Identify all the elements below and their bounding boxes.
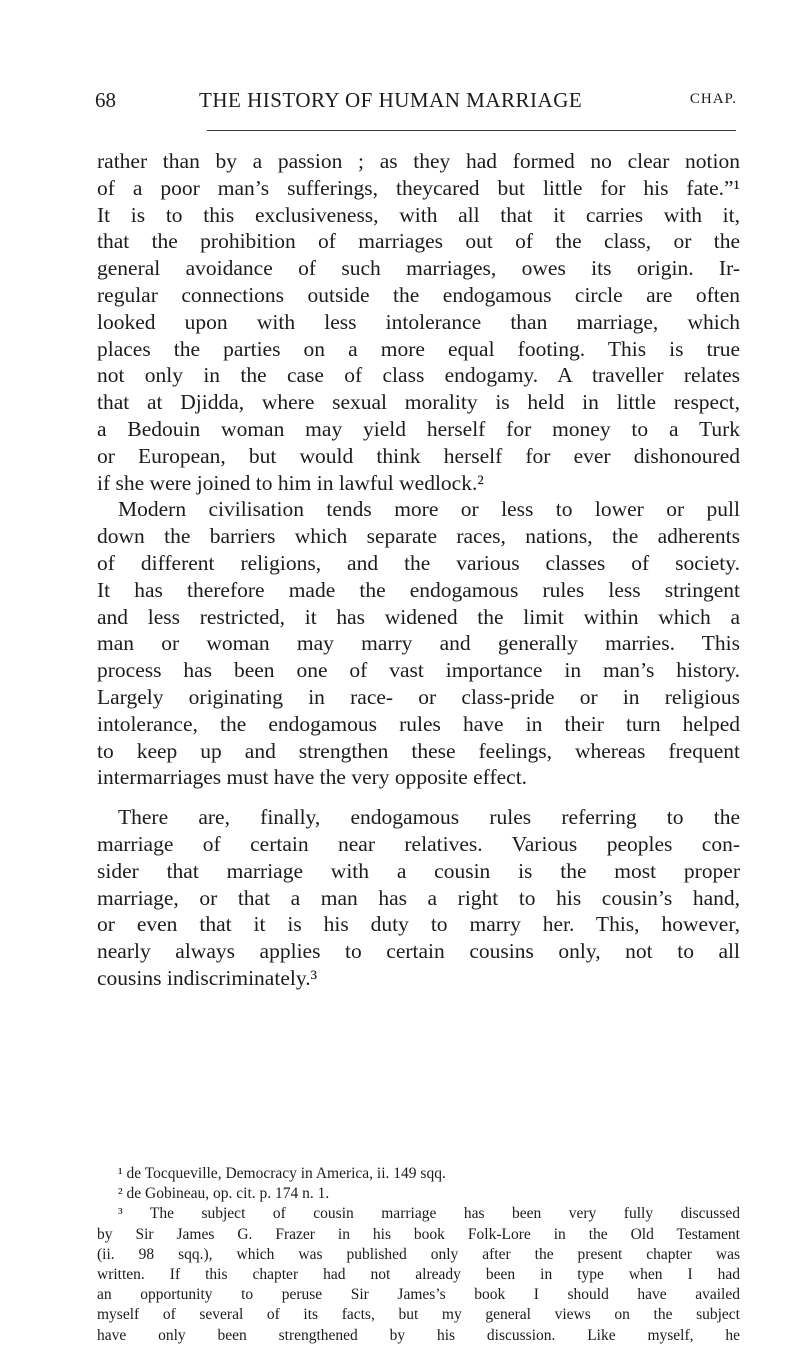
body-line: or European, but would think herself for ever dishonoured: [97, 443, 740, 468]
running-title: THE HISTORY OF HUMAN MARRIAGE: [199, 88, 583, 112]
body-line: looked upon with less intolerance than marriage, which: [97, 309, 740, 334]
body-line: or even that it is his duty to marry her. This, however,: [97, 912, 740, 937]
body-line: marriage of certain near relatives. Various peoples con-: [97, 831, 740, 856]
chapter-label: CHAP.: [689, 91, 737, 107]
footnote-line: myself of several of its facts, but my general views on the subject: [97, 1306, 740, 1324]
footnote-line: (ii. 98 sqq.), which was published only after the present chapter was: [97, 1245, 740, 1263]
header-rule: [207, 130, 736, 131]
body-line: sider that marriage with a cousin is the most proper: [97, 858, 740, 883]
body-line: general avoidance of such marriages, owes its origin. Ir-: [97, 256, 740, 281]
footnote-line: ¹ de Tocqueville, Democracy in America, ii. 149 sqq.: [118, 1165, 446, 1182]
body-line: a Bedouin woman may yield herself for money to a Turk: [97, 416, 740, 441]
footnote-line: an opportunity to peruse Sir James’s book I should have availed: [97, 1286, 740, 1304]
footnotes: [97, 1164, 740, 1346]
body-line: process has been one of vast importance in man’s history.: [97, 658, 740, 683]
footnote-line: by Sir James G. Frazer in his book Folk-Lore in the Old Testament: [97, 1225, 740, 1243]
page-number: 68: [95, 88, 116, 112]
body-line: There are, finally, endogamous rules referring to the: [118, 805, 740, 830]
body-line: if she were joined to him in lawful wedlock.²: [97, 470, 484, 495]
body-line: nearly always applies to certain cousins only, not to all: [97, 939, 740, 964]
body-line: down the barriers which separate races, nations, the adherents: [97, 524, 740, 549]
body-line: to keep up and strengthen these feelings, whereas frequent: [97, 738, 740, 763]
page-header: [95, 88, 737, 114]
paragraph-break: [97, 791, 740, 804]
footnote-line: have only been strengthened by his discussion. Like myself, he: [97, 1326, 740, 1344]
body-line: It is to this exclusiveness, with all that it carries with it,: [97, 202, 740, 227]
body-line: man or woman may marry and generally marries. This: [97, 631, 740, 656]
body-line: rather than by a passion ; as they had formed no clear notion: [97, 149, 740, 173]
body-line: of a poor man’s sufferings, theycared but little for his fate.”¹: [97, 175, 740, 200]
footnote-line: written. If this chapter had not already been in type when I had: [97, 1265, 740, 1283]
body-line: intermarriages must have the very opposite effect.: [97, 765, 528, 790]
body-line: intolerance, the endogamous rules have in their turn helped: [97, 711, 740, 736]
body-line: that at Djidda, where sexual morality is held in little respect,: [97, 390, 740, 415]
body-line: and less restricted, it has widened the limit within which a: [97, 604, 740, 629]
body-line: marriage, or that a man has a right to his cousin’s hand,: [97, 885, 740, 910]
body-line: places the parties on a more equal footing. This is true: [97, 336, 740, 361]
body-line: Largely originating in race- or class-pride or in religious: [97, 684, 740, 709]
body-line: cousins indiscriminately.³: [97, 965, 318, 990]
footnote-line: ³ The subject of cousin marriage has been very fully discussed: [118, 1205, 740, 1223]
footnote-line: ² de Gobineau, op. cit. p. 174 n. 1.: [118, 1185, 330, 1203]
body-line: Modern civilisation tends more or less to lower or pull: [118, 497, 740, 522]
body-text: [97, 148, 740, 992]
body-line: of different religions, and the various classes of society.: [97, 550, 740, 575]
body-line: regular connections outside the endogamous circle are often: [97, 282, 740, 307]
body-line: not only in the case of class endogamy. A traveller relates: [97, 363, 740, 388]
body-line: that the prohibition of marriages out of the class, or the: [97, 229, 740, 254]
body-line: It has therefore made the endogamous rules less stringent: [97, 577, 740, 602]
